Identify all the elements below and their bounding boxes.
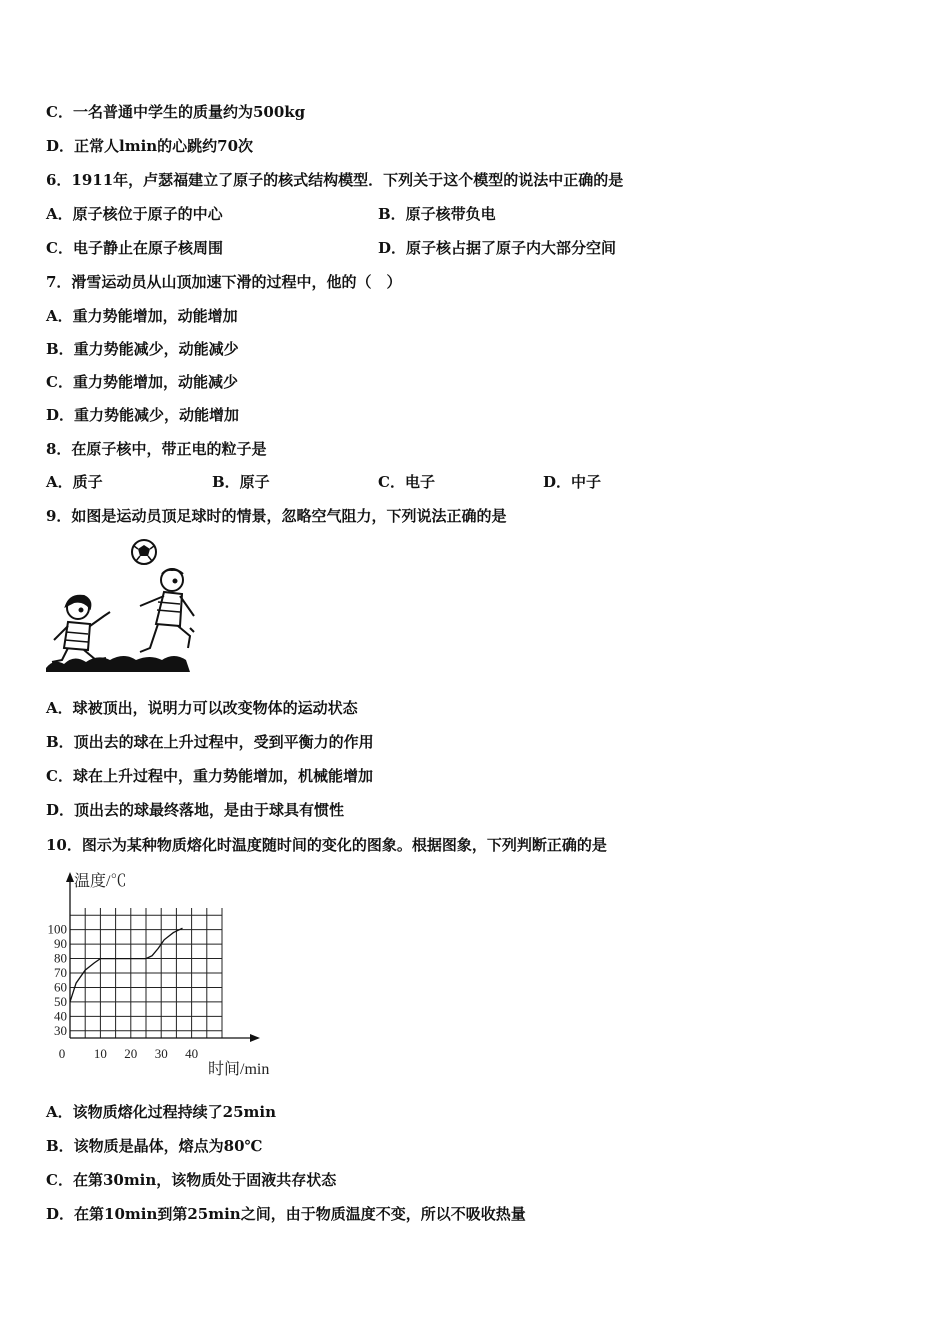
x-tick-label: 20 [124, 1046, 138, 1061]
q9-stem: 9．如图是运动员顶足球时的情景，忽略空气阻力，下列说法正确的是 [46, 507, 507, 525]
q8-option-d: D．中子 [543, 473, 602, 491]
q5-option-d: D．正常人lmin的心跳约70次 [46, 137, 254, 155]
q9-option-d: D．顶出去的球最终落地，是由于球具有惯性 [46, 801, 345, 819]
q7-option-d: D．重力势能减少，动能增加 [46, 406, 240, 424]
q7-option-b: B．重力势能减少，动能减少 [46, 340, 239, 358]
q6-option-c: C．电子静止在原子核周围 [46, 239, 223, 257]
x-axis-arrow [250, 1034, 260, 1042]
q10-option-a: A．该物质熔化过程持续了25min [46, 1103, 276, 1121]
q9-option-a: A．球被顶出，说明力可以改变物体的运动状态 [46, 699, 358, 717]
q9-option-c: C．球在上升过程中，重力势能增加，机械能增加 [46, 767, 373, 785]
q8-option-b: B．原子 [212, 473, 270, 491]
q6-option-d: D．原子核占据了原子内大部分空间 [378, 239, 617, 257]
y-tick-label: 90 [54, 936, 67, 952]
soccer-heading-illustration [44, 536, 200, 676]
y-tick-label: 100 [47, 921, 67, 937]
y-tick-label: 40 [54, 1008, 67, 1024]
y-axis-arrow [66, 872, 74, 882]
q10-option-d: D．在第10min到第25min之间，由于物质温度不变，所以不吸收热量 [46, 1205, 526, 1223]
y-tick-label: 80 [54, 950, 67, 966]
y-tick-labels [48, 922, 68, 1038]
q8-option-a: A．质子 [46, 473, 103, 491]
q7-stem: 7．滑雪运动员从山顶加速下滑的过程中，他的（ ） [46, 273, 402, 291]
y-tick-label: 60 [54, 979, 67, 995]
y-tick-label: 50 [54, 993, 67, 1009]
q10-option-c: C．在第30min，该物质处于固液共存状态 [46, 1171, 337, 1189]
x-tick-label: 30 [154, 1046, 168, 1061]
y-axis-label: 温度/℃ [74, 873, 127, 890]
grass-ground [46, 656, 190, 672]
x-tick-label: 10 [93, 1046, 107, 1061]
q7-option-a: A．重力势能增加，动能增加 [46, 307, 238, 325]
soccer-ball-icon [132, 540, 156, 564]
temperature-curve [70, 928, 183, 1002]
q8-stem: 8．在原子核中，带正电的粒子是 [46, 440, 267, 458]
q10-option-b: B．该物质是晶体，熔点为80℃ [46, 1137, 263, 1155]
q8-option-c: C．电子 [378, 473, 435, 491]
x-axis-label: 时间/min [208, 1061, 270, 1078]
x-tick-label: 40 [185, 1046, 199, 1061]
q9-option-b: B．顶出去的球在上升过程中，受到平衡力的作用 [46, 733, 374, 751]
q7-option-c: C．重力势能增加，动能减少 [46, 373, 238, 391]
q6-option-b: B．原子核带负电 [378, 205, 496, 223]
x-tick-label: 0 [58, 1046, 66, 1061]
q6-stem: 6．1911年，卢瑟福建立了原子的核式结构模型．下列关于这个模型的说法中正确的是 [46, 171, 624, 189]
x-tick-labels [59, 1046, 198, 1061]
q10-stem: 10．图示为某种物质熔化时温度随时间的变化的图象。根据图象，下列判断正确的是 [46, 836, 607, 854]
q5-option-c: C．一名普通中学生的质量约为500kg [46, 103, 306, 121]
q6-option-a: A．原子核位于原子的中心 [46, 205, 223, 223]
heading-player-figure [140, 569, 194, 652]
y-tick-label: 70 [54, 965, 67, 980]
running-player-figure [52, 596, 110, 662]
y-tick-label: 30 [54, 1022, 67, 1038]
melting-temperature-chart [40, 866, 290, 1082]
chart-grid [70, 908, 222, 1038]
